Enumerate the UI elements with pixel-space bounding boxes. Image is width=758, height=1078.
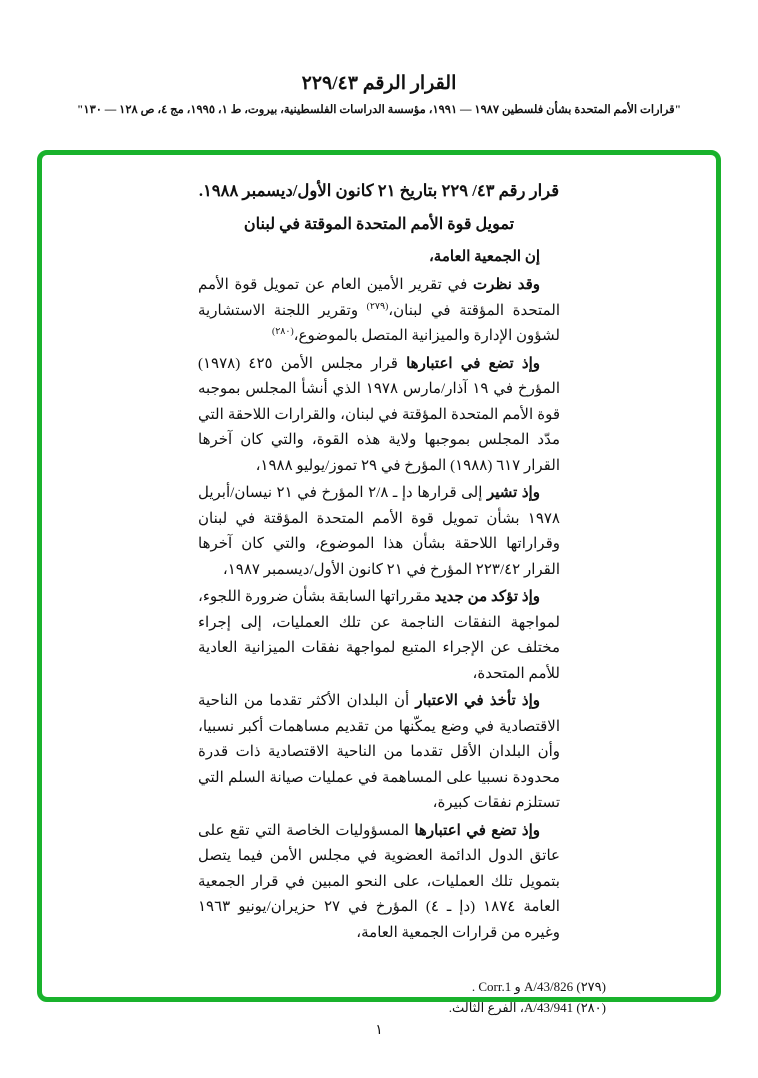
paragraph-lead: وإذ تشير: [486, 485, 540, 501]
footnote-ref-279: (٢٧٩): [366, 301, 389, 312]
footnote-280: (٢٨٠) A/43/941، الفرع الثالث.: [448, 1000, 606, 1015]
paragraph-text: مقرراتها السابقة بشأن ضرورة اللجوء، لمواجهة النفقات الناجمة عن تلك العمليات، إلى إجراء مختلف عن الإجراء المتبع لمواجهة نفقات الميزانية العادية للأمم المتحدة،: [198, 589, 560, 682]
resolution-paragraph-2: [198, 352, 560, 480]
paragraph-text: أن البلدان الأكثر تقدما من الناحية الاقتصادية في وضع يمكّنها من تقديم مساهمات أكبر نسبيا، وأن البلدان الأقل تقدما من الناحية الاقتصادية ذات قدرة محدودة نسبيا على المساهمة في عمليات صيانة السلم التي تستلزم نفقات كبيرة،: [198, 693, 560, 811]
resolution-paragraph-5: [198, 689, 560, 817]
footnote-ref-280: (٢٨٠): [272, 327, 294, 337]
footnotes-block: [152, 976, 606, 1018]
paragraph-lead: وقد نظرت: [473, 277, 541, 293]
resolution-number-heading: القرار الرقم ٢٢٩/٤٣: [301, 73, 457, 94]
paragraph-text: قرار مجلس الأمن ٤٢٥ (١٩٧٨) المؤرخ في ١٩ آذار/مارس ١٩٧٨ الذي أنشأ المجلس بموجبه قوة الأمم المتحدة المؤقتة في لبنان، والقرارات اللاحقة التي مدّد المجلس بموجبها ولاية هذه القوة، والتي كان آخرها القرار ٦١٧ (١٩٨٨) المؤرخ في ٢٩ تموز/يوليو ١٩٨٨،: [198, 355, 560, 474]
paragraph-text: المسؤوليات الخاصة التي تقع على عاتق الدول الدائمة العضوية في مجلس الأمن فيما يتصل بتمويل تلك العمليات، على النحو المبين في قرار الجمعية العامة ١٨٧٤ (دإ ـ ٤) المؤرخ في ٢٧ حزيران/يونيو ١٩٦٣ وغيره من قرارات الجمعية العامة،: [198, 822, 560, 941]
footnote-279: (٢٧٩) A/43/826 و Corr.1 .: [471, 979, 606, 994]
paragraph-lead: وإذ تضع في اعتبارها: [414, 822, 540, 839]
resolution-text-column: [198, 181, 606, 1018]
paragraph-text: وتقرير اللجنة الاستشارية لشؤون الإدارة والميزانية المتصل بالموضوع،: [198, 302, 560, 344]
paragraph-lead: وإذ تؤكد من جديد: [434, 589, 540, 605]
resolution-title-line2: تمويل قوة الأمم المتحدة الموقتة في لبنان: [243, 216, 515, 233]
resolution-paragraph-1: [198, 273, 560, 350]
resolution-title-line1: قرار رقم ٤٣/ ٢٢٩ بتاريخ ٢١ كانون الأول/ديسمبر ١٩٨٨.: [198, 181, 560, 200]
resolution-opening: إن الجمعية العامة،: [428, 249, 540, 265]
page-header: [0, 72, 758, 116]
resolution-paragraph-6: [198, 819, 560, 947]
paragraph-lead: وإذ تأخذ في الاعتبار: [415, 693, 540, 709]
paragraph-lead: وإذ تضع في اعتبارها: [406, 355, 540, 372]
source-citation: "قرارات الأمم المتحدة بشأن فلسطين ١٩٨٧ — ١٩٩١، مؤسسة الدراسات الفلسطينية، بيروت، ط ١، ١٩٩٥، مج ٤، ص ١٢٨ — ١٣٠": [77, 104, 681, 116]
page-number: ١: [375, 1023, 383, 1038]
resolution-green-frame: [37, 150, 721, 1015]
paragraph-text: إلى قرارها دإ ـ ٢/٨ المؤرخ في ٢١ نيسان/أبريل ١٩٧٨ بشأن تمويل قوة الأمم المتحدة المؤقتة في لبنان وقراراتها اللاحقة بشأن هذا الموضوع، والتي كان آخرها القرار ٢٢٣/٤٢ المؤرخ في ٢١ كانون الأول/ديسمبر ١٩٨٧،: [198, 485, 560, 578]
paragraph-text: في تقرير الأمين العام عن تمويل قوة الأمم المتحدة المؤقتة في لبنان،: [198, 277, 560, 319]
resolution-paragraph-4: [198, 585, 560, 687]
resolution-paragraph-3: [198, 481, 560, 583]
